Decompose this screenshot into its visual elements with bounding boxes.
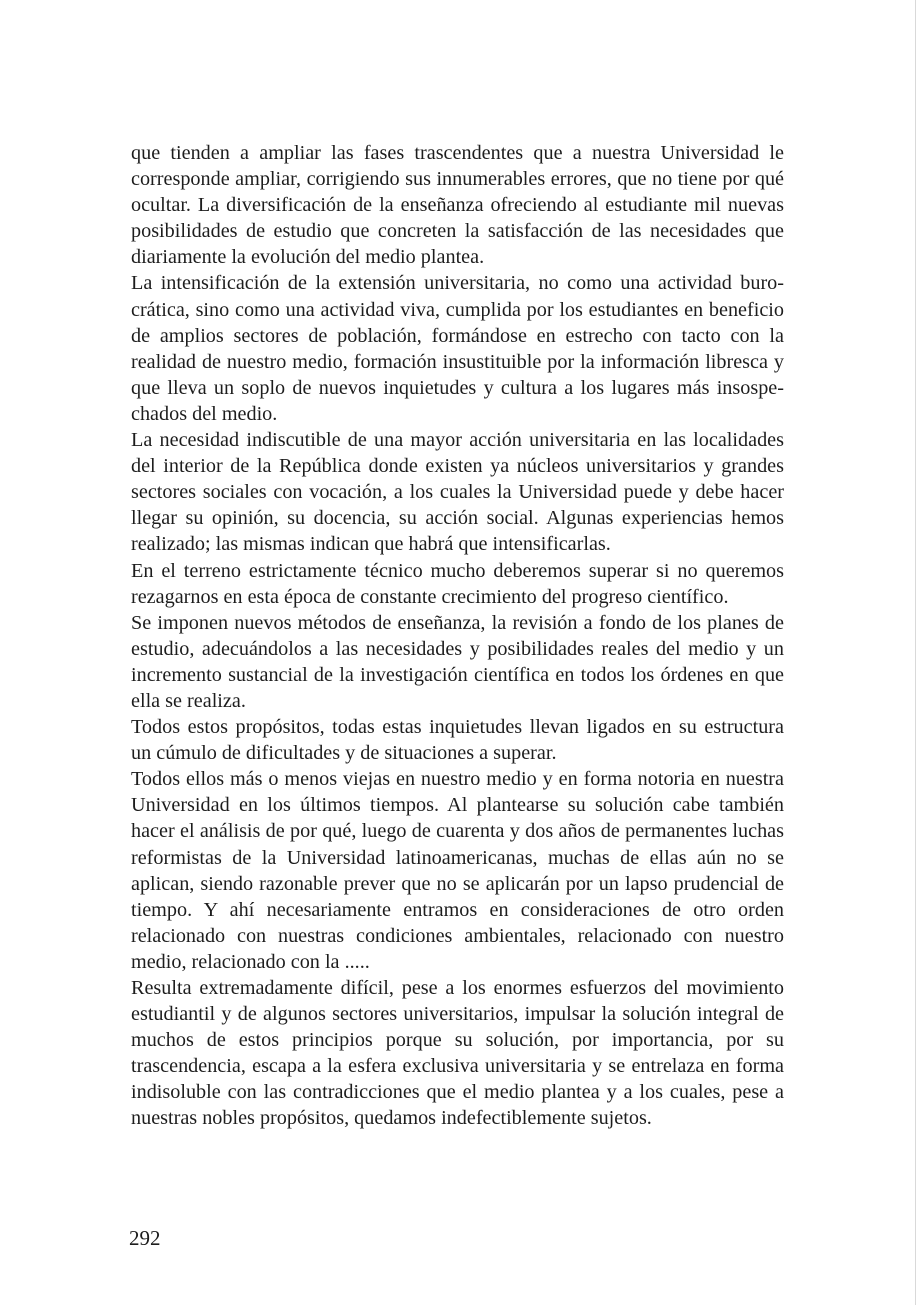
- page-number: 292: [129, 1226, 161, 1250]
- paragraph: que tienden a ampliar las fases trascendentes que a nuestra Universidad le corresponde ampliar, corrigiendo sus innumerables errores, que no tiene por qué ocultar. La diversificación de la enseñanza ofreciendo al estudiante mil nuevas posibilidades de estudio que concreten la satisfacción de las necesidades que diariamente la evolución del medio plantea.: [131, 142, 784, 269]
- paragraph: Todos estos propósitos, todas estas inquietudes llevan ligados en su estructura un cúmulo de dificultades y de situaciones a superar.: [131, 716, 784, 765]
- paragraph: Se imponen nuevos métodos de enseñanza, la revisión a fondo de los planes de estudio, adecuándolos a las necesidades y posibilidades reales del medio y un incremento sustancial de la investigación científica en todos los órdenes en que ella se realiza.: [131, 611, 784, 712]
- paragraph: Resulta extremadamente difícil, pese a los enormes esfuerzos del movimiento estudiantil y de algunos sectores universitarios, impulsar la solución integral de muchos de estos principios porque su solución, por importancia, por su trascendencia, escapa a la esfera exclusiva universitaria y se entrelaza en forma indisoluble con las contradicciones que el medio plantea y a los cuales, pese a nuestras nobles propósitos, quedamos indefectiblemente sujetos.: [131, 977, 784, 1130]
- body-text: [131, 140, 784, 1132]
- paragraph: La intensificación de la extensión universitaria, no como una actividad burocrática, sino como una actividad viva, cumplida por los estudiantes en beneficio de amplios sectores de población, formándose en estrecho con tacto con la realidad de nuestro medio, formación insustituible por la información libresca y que lleva un soplo de nuevos inquietudes y cultura a los lugares más insospechados del medio.: [131, 272, 784, 425]
- paragraph: La necesidad indiscutible de una mayor acción universitaria en las localidades del interior de la República donde existen ya núcleos universitarios y grandes sectores sociales con vocación, a los cuales la Universidad puede y debe hacer llegar su opinión, su docencia, su acción social. Algunas experiencias hemos realizado; las mismas indican que habrá que intensificarlas.: [131, 429, 784, 556]
- paragraph: En el terreno estrictamente técnico mucho deberemos superar si no queremos rezagarnos en esta época de constante crecimiento del progreso científico.: [131, 559, 784, 608]
- paragraph: Todos ellos más o menos viejas en nuestro medio y en forma notoria en nuestra Universidad en los últimos tiempos. Al plantearse su solución cabe también hacer el análisis de por qué, luego de cuarenta y dos años de permanentes luchas reformistas de la Universidad latinoamericanas, muchas de ellas aún no se aplican, siendo razonable prever que no se aplicarán por un lapso prudencial de tiempo. Y ahí necesariamente entramos en consideraciones de otro orden relacionado con nuestras condiciones ambientales, relacionado con nuestro medio, relacionado con la .....: [131, 768, 784, 973]
